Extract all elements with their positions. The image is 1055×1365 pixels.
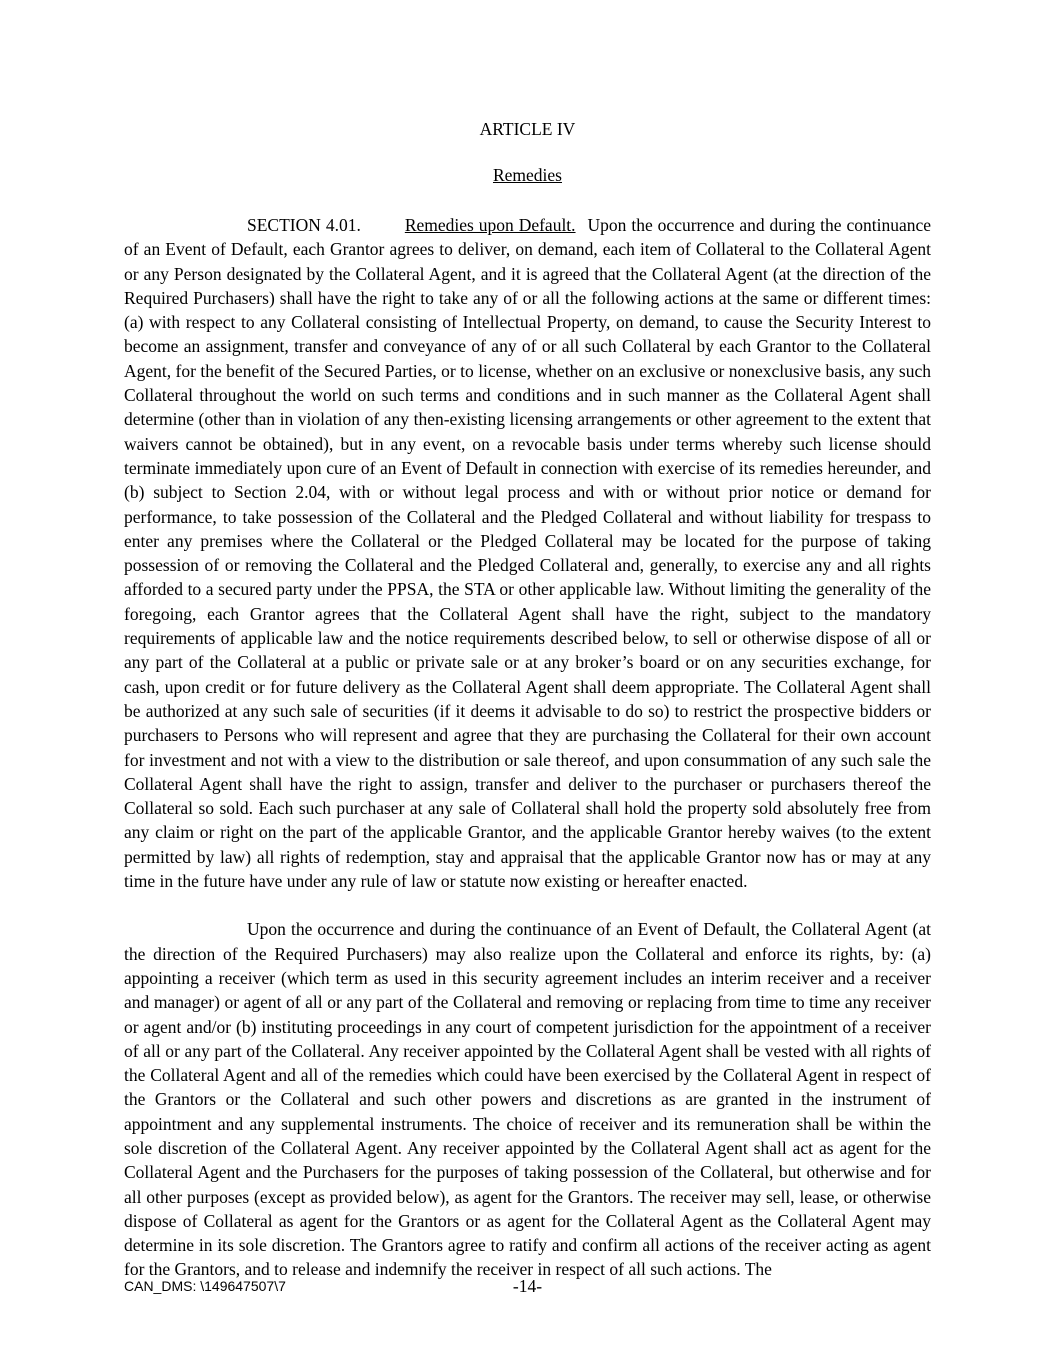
section-title: Remedies upon Default. — [404, 215, 576, 235]
page-number: -14- — [512, 1276, 543, 1296]
section-number-label: SECTION 4.01. — [247, 215, 361, 235]
section-paragraph — [124, 213, 931, 893]
article-heading: ARTICLE IV — [479, 119, 576, 139]
article-subheading — [124, 165, 931, 186]
section-body-text: Upon the occurrence and during the continuance of an Event of Default, each Grantor agrees to deliver, on demand, each item of Collateral to the Collateral Agent or any Person designated by the Collateral Agent, and it is agreed that the Collateral Agent (at the direction of the Required Purchasers) shall have the right to take any of or all the following actions at the same or different times: (a) with respect to any Collateral consisting of Intellectual Property, on demand, to cause the Security Interest to become an assignment, transfer and conveyance of any of or all such Collateral by each Grantor to the Collateral Agent, for the benefit of the Secured Parties, or to license, whether on an exclusive or nonexclusive basis, any such Collateral throughout the world on such terms and conditions and in such manner as the Collateral Agent shall determine (other than in violation of any then-existing licensing arrangements or other agreement to the extent that waivers cannot be obtained), but in any event, on a revocable basis under terms whereby such license should terminate immediately upon cure of an Event of Default in connection with exercise of its remedies hereunder, and (b) subject to Section 2.04, with or without legal process and with or without prior notice or demand for performance, to take possession of the Collateral and the Pledged Collateral and without liability for trespass to enter any premises where the Collateral or the Pledged Collateral may be located for the purpose of taking possession of or removing the Collateral and the Pledged Collateral and, generally, to exercise any and all rights afforded to a secured party under the PPSA, the STA or other applicable law. Without limiting the generality of the foregoing, each Grantor agrees that the Collateral Agent shall have the right, subject to the mandatory requirements of applicable law and the notice requirements described below, to sell or otherwise dispose of all or any part of the Collateral at a public or private sale or at any broker’s board or on any securities exchange, for cash, upon credit or for future delivery as the Collateral Agent shall deem appropriate. The Collateral Agent shall be authorized at any such sale of securities (if it deems it advisable to do so) to restrict the prospective bidders or purchasers to Persons who will represent and agree that they are purchasing the Collateral for their own account for investment and not with a view to the distribution or sale thereof, and upon consummation of any such sale the Collateral Agent shall have the right to assign, transfer and deliver to the purchaser or purchasers thereof the Collateral so sold. Each such purchaser at any sale of Collateral shall hold the property sold absolutely free from any claim or right on the part of the applicable Grantor, and the applicable Grantor hereby waives (to the extent permitted by law) all rights of redemption, stay and appraisal that the applicable Grantor now has or may at any time in the future have under any rule of law or statute now existing or hereafter enacted. — [124, 215, 932, 892]
article-subheading-text: Remedies — [492, 165, 562, 185]
document-id: CAN_DMS: \149647507\7 — [124, 1278, 286, 1294]
page-footer — [124, 1274, 931, 1304]
second-paragraph: Upon the occurrence and during the continuance of an Event of Default, the Collateral Agent (at the direction of the Required Purchasers) may also realize upon the Collateral and enforce its rights, by: (a) appointing a receiver (which term as used in this security agreement includes an interim receiver and a receiver and manager) or agent of all or any part of the Collateral and removing or replacing from time to time any receiver or agent and/or (b) instituting proceedings in any court of competent jurisdiction for the appointment of a receiver of all or any part of the Collateral. Any receiver appointed by the Collateral Agent shall be vested with all rights of the Collateral Agent and all of the remedies which could have been exercised by the Collateral Agent in respect of the Grantors or the Collateral and such other powers and discretions as are granted in the instrument of appointment and any supplemental instruments. The choice of receiver and its remuneration shall be within the sole discretion of the Collateral Agent. Any receiver appointed by the Collateral Agent shall act as agent for the Collateral Agent and the Purchasers for the purposes of taking possession of the Collateral, but otherwise and for all other purposes (except as provided below), as agent for the Grantors. The receiver may sell, lease, or otherwise dispose of Collateral as agent for the Grantors or as agent for the Collateral Agent as the Collateral Agent may determine in its sole discretion. The Grantors agree to ratify and confirm all actions of the receiver acting as agent for the Grantors, and to release and indemnify the receiver in respect of all such actions. The — [124, 919, 931, 1280]
